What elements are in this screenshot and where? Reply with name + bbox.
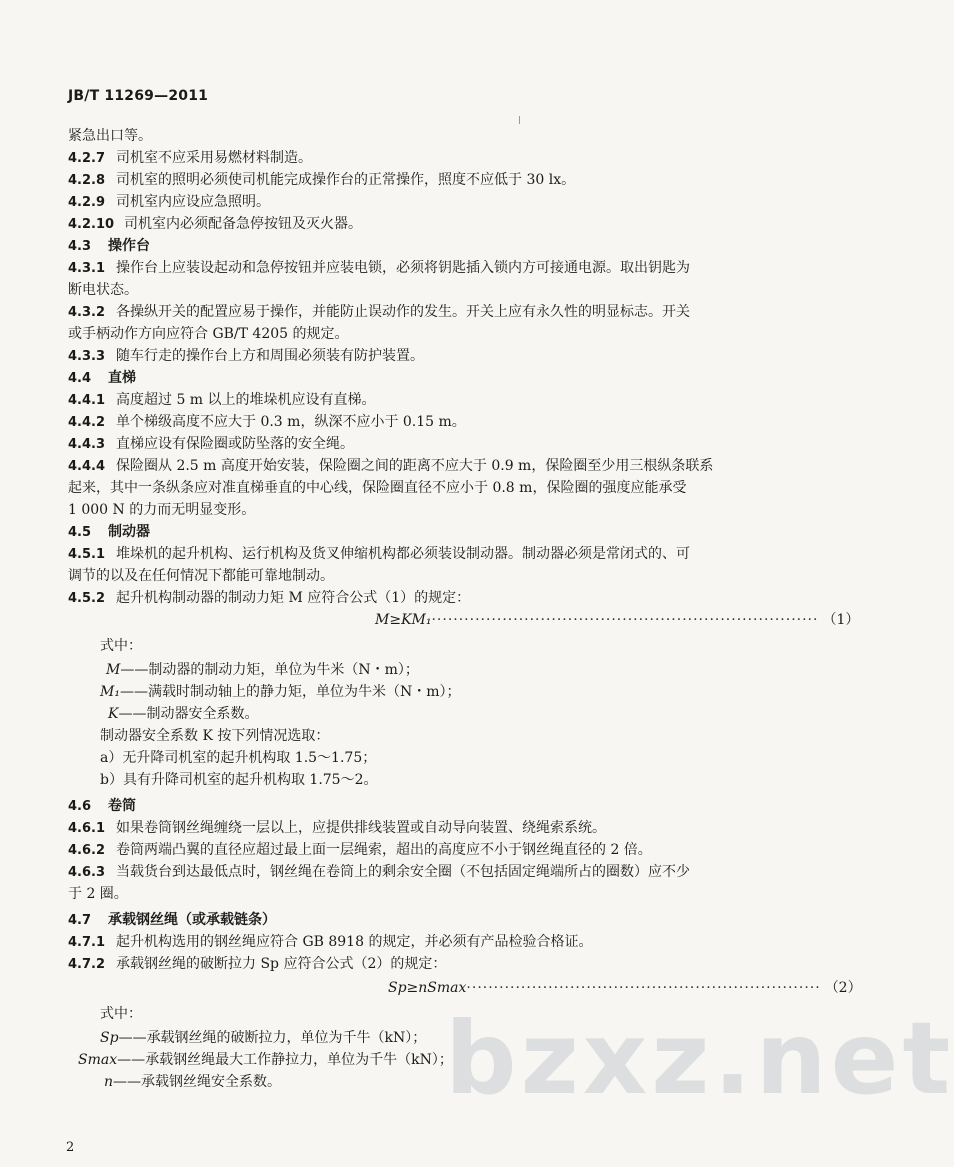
clause-line: 4.3.3 随车行走的操作台上方和周围必须装有防护装置。 [68,348,424,364]
standard-number: JB/T 11269—2011 [68,88,209,104]
clause-line: 4.4.4 保险圈从 2.5 m 高度开始安装，保险圈之间的距离不应大于 0.9 m，保险圈至少用三根纵条联系 [68,458,714,474]
variable-definition: M——制动器的制动力矩，单位为牛米（N・m）； [106,662,419,678]
safety-factor-rule: 制动器安全系数 K 按下列情况选取： [100,728,330,744]
equation-number: （1） [822,612,860,628]
site-watermark: bzxz.net [445,1000,954,1117]
equation-number: （2） [824,980,862,996]
section-heading: 4.7 承载钢丝绳（或承载链条） [68,912,276,928]
where-intro: 式中： [100,1006,142,1022]
clause-line: 4.2.7 司机室不应采用易燃材料制造。 [68,150,312,166]
clause-line: 断电状态。 [68,282,138,298]
list-item: b）具有升降司机室的起升机构取 1.75～2。 [100,772,378,788]
clause-line: 于 2 圈。 [68,886,128,902]
formula-expression: Sp≥nSmax [388,980,467,996]
clause-line: 4.4.2 单个梯级高度不应大于 0.3 m，纵深不应小于 0.15 m。 [68,414,466,430]
formula-2 [388,978,862,998]
variable-definition: Smax——承载钢丝绳最大工作静拉力，单位为千牛（kN）； [78,1052,453,1068]
formula-leader-dots: ······································································· [431,612,819,628]
section-heading: 4.5 制动器 [68,524,150,540]
clause-line: 4.2.9 司机室内应设应急照明。 [68,194,270,210]
clause-line: 4.2.8 司机室的照明必须使司机能完成操作台的正常操作，照度不应低于 30 lx。 [68,172,576,188]
clause-line: 4.3.2 各操纵开关的配置应易于操作，并能防止误动作的发生。开关上应有永久性的明显标志。开关 [68,304,690,320]
formula-expression: M≥KM₁ [375,612,432,628]
list-item: a）无升降司机室的起升机构取 1.5～1.75； [100,750,377,766]
variable-definition: Sp——承载钢丝绳的破断拉力，单位为千牛（kN）； [100,1030,427,1046]
formula-1 [375,610,860,630]
clause-line: 4.6.3 当载货台到达最低点时，钢丝绳在卷筒上的剩余安全圈（不包括固定绳端所占的圈数）应不少 [68,864,690,880]
clause-line: 4.4.1 高度超过 5 m 以上的堆垛机应设有直梯。 [68,392,376,408]
scan-mark [519,116,520,124]
clause-line: 4.6.1 如果卷筒钢丝绳缠绕一层以上，应提供排线装置或自动导向装置、绕绳索系统。 [68,820,606,836]
clause-line: 4.5.1 堆垛机的起升机构、运行机构及货叉伸缩机构都必须装设制动器。制动器必须是常闭式的、可 [68,546,690,562]
section-heading: 4.3 操作台 [68,238,150,254]
clause-line: 4.7.1 起升机构选用的钢丝绳应符合 GB 8918 的规定，并必须有产品检验合格证。 [68,934,593,950]
variable-definition: n——承载钢丝绳安全系数。 [104,1074,282,1090]
clause-line: 4.7.2 承载钢丝绳的破断拉力 Sp 应符合公式（2）的规定： [68,956,447,972]
formula-leader-dots: ································································· [466,980,821,996]
clause-line: 4.3.1 操作台上应装设起动和急停按钮并应装电锁，必须将钥匙插入锁内方可接通电源。取出钥匙为 [68,260,690,276]
clause-line: 4.2.10 司机室内必须配备急停按钮及灭火器。 [68,216,362,232]
clause-line: 起来，其中一条纵条应对准直梯垂直的中心线，保险圈直径不应小于 0.8 m，保险圈的强度应能承受 [68,480,687,496]
clause-line: 紧急出口等。 [68,128,152,144]
clause-line: 或手柄动作方向应符合 GB/T 4205 的规定。 [68,326,349,342]
where-intro: 式中： [100,638,142,654]
section-heading: 4.4 直梯 [68,370,136,386]
clause-line: 4.6.2 卷筒两端凸翼的直径应超过最上面一层绳索，超出的高度应不小于钢丝绳直径的 2 倍。 [68,842,652,858]
clause-line: 4.4.3 直梯应设有保险圈或防坠落的安全绳。 [68,436,354,452]
clause-line: 调节的以及在任何情况下都能可靠地制动。 [68,568,334,584]
variable-definition: K——制动器安全系数。 [108,706,259,722]
clause-line: 1 000 N 的力而无明显变形。 [68,502,256,518]
section-heading: 4.6 卷筒 [68,798,136,814]
page-number: 2 [66,1140,75,1155]
clause-line: 4.5.2 起升机构制动器的制动力矩 M 应符合公式（1）的规定： [68,590,471,606]
variable-definition: M₁——满载时制动轴上的静力矩，单位为牛米（N・m）； [100,684,461,700]
